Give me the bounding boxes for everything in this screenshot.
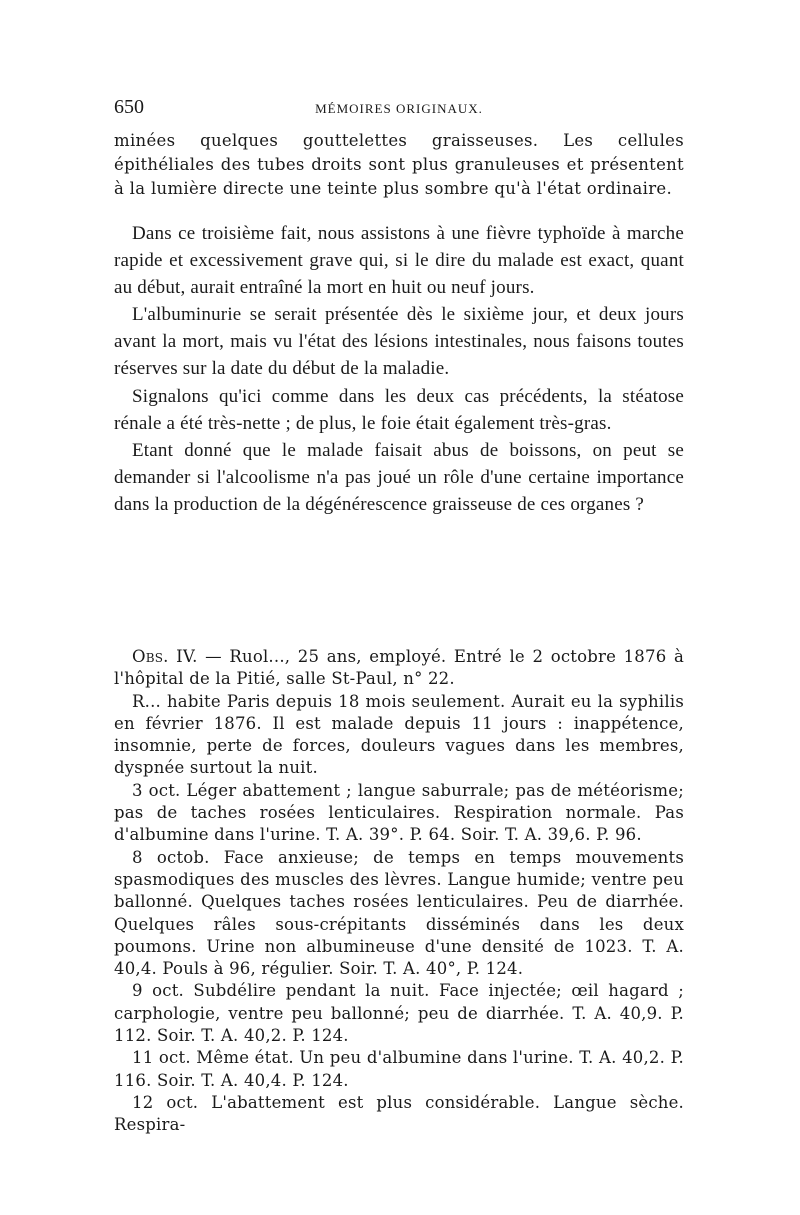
observation-heading: [114, 646, 684, 691]
discussion-paragraph: Signalons qu'ici comme dans les deux cas précédents, la stéatose rénale a été très-nette ; de plus, le foie était également très-gras.: [114, 385, 684, 434]
observation-intro: — Ruol..., 25 ans, employé. Entré le 2 octobre 1876 à l'hôpital de la Pitié, salle St-Paul, n° 22.: [114, 647, 684, 689]
observation-paragraph: 12 oct. L'abattement est plus considérable. Langue sèche. Respira-: [114, 1092, 684, 1135]
observation-paragraph: 9 oct. Subdélire pendant la nuit. Face injectée; œil hagard ; carphologie, ventre peu ballonné; peu de diarrhée. T. A. 40,9. P. 112. Soir. T. A. 40,2. P. 124.: [114, 981, 684, 1046]
page-header: [114, 96, 684, 124]
observation-paragraph: 3 oct. Léger abattement ; langue saburrale; pas de météorisme; pas de taches rosées lenticulaires. Respiration normale. Pas d'albumine dans l'urine. T. A. 39°. P. 64. Soir. T. A. 39,6. P. 96.: [114, 780, 684, 845]
running-title: MÉMOIRES ORIGINAUX.: [315, 101, 483, 116]
observation-paragraph: R... habite Paris depuis 18 mois seulement. Aurait eu la syphilis en février 1876. Il est malade depuis 11 jours : inappétence, insomnie, perte de forces, douleurs vagues dans les membres, dyspnée surtout la nuit.: [114, 691, 684, 778]
observation-paragraph: 11 oct. Même état. Un peu d'albumine dans l'urine. T. A. 40,2. P. 116. Soir. T. A. 40,4. P. 124.: [114, 1048, 684, 1090]
discussion-paragraph: Etant donné que le malade faisait abus de boissons, on peut se demander si l'alcoolisme n'a pas joué un rôle d'une certaine importance dans la production de la dégénérescence graisseuse de ces organes ?: [114, 439, 684, 515]
observation-section: [114, 646, 684, 1137]
lead-paragraph-text: minées quelques gouttelettes graisseuses. Les cellules épithéliales des tubes droits sont plus granuleuses et présentent à la lumière directe une teinte plus sombre qu'à l'état ordinaire.: [114, 131, 684, 198]
observation-label: Obs. IV.: [132, 647, 198, 666]
discussion-paragraph: L'albuminurie se serait présentée dès le sixième jour, et deux jours avant la mort, mais vu l'état des lésions intestinales, nous faisons toutes réserves sur la date du début de la maladie.: [114, 304, 684, 380]
observation-paragraph: 8 octob. Face anxieuse; de temps en temps mouvements spasmodiques des muscles des lèvres. Langue humide; ventre peu ballonné. Quelques taches rosées lenticulaires. Peu de diarrhée. Quelques râles sous-crépitants disséminés dans les deux poumons. Urine non albumineuse d'une densité de 1023. T. A. 40,4. Pouls à 96, régulier. Soir. T. A. 40°, P. 124.: [114, 847, 684, 979]
discussion-paragraph: Dans ce troisième fait, nous assistons à une fièvre typhoïde à marche rapide et excessivement grave qui, si le dire du malade est exact, quant au début, aurait entraîné la mort en huit ou neuf jours.: [114, 223, 684, 299]
page-number: 650: [114, 96, 144, 118]
discussion-section: [114, 220, 684, 518]
continued-paragraph: [114, 129, 684, 201]
